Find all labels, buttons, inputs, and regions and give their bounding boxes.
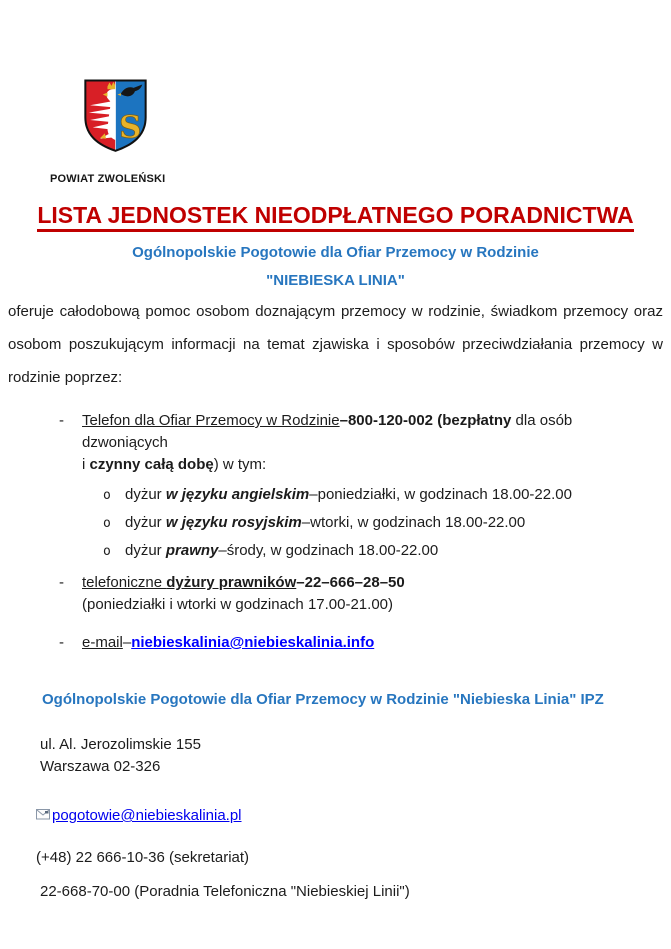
letter-s-glyph: S	[119, 109, 142, 146]
phone-secretariat: (+48) 22 666-10-36 (sekretariat)	[36, 849, 250, 866]
list-item-phone-line2: i czynny całą dobę) w tym:	[82, 456, 267, 473]
page-title-text: LISTA JEDNOSTEK NIEODPŁATNEGO PORADNICTWA	[37, 202, 633, 232]
list-item-lawyers	[0, 572, 671, 616]
crest-caption: POWIAT ZWOLEŃSKI	[50, 173, 166, 185]
circle-bullet-marker: o	[103, 544, 111, 559]
subtitle-niebieska-linia: "NIEBIESKA LINIA"	[266, 272, 405, 289]
list-item-phone	[0, 410, 671, 476]
powiat-zwolenski-crest-icon	[82, 78, 149, 154]
phone-helpline: 22-668-70-00 (Poradnia Telefoniczna "Niebieskiej Linii")	[40, 883, 410, 900]
envelope-icon	[36, 809, 50, 820]
intro-paragraph: oferuje całodobową pomoc osobom doznającym przemocy w rodzinie, świadkom przemocy oraz osobom poszukującym informacji na temat zjawiska i sposobów przeciwdziałania przemocy w rodzinie poprzez:	[8, 303, 663, 386]
subtitle-organization: Ogólnopolskie Pogotowie dla Ofiar Przemocy w Rodzinie	[132, 244, 539, 261]
sub-item-russian: o dyżur w języku rosyjskim–wtorki, w godzinach 18.00-22.00	[0, 512, 671, 534]
dash-bullet-marker: -	[59, 634, 64, 651]
list-item-phone-line1: Telefon dla Ofiar Przemocy w Rodzinie–800-120-002 (bezpłatny dla osób dzwoniących	[82, 412, 573, 451]
circle-bullet-marker: o	[103, 516, 111, 531]
address-block	[0, 734, 671, 778]
circle-bullet-marker: o	[103, 488, 111, 503]
email-link-pogotowie[interactable]: pogotowie@niebieskalinia.pl	[52, 807, 242, 824]
document-content	[0, 201, 671, 902]
list-item-lawyers-line2: (poniedziałki i wtorki w godzinach 17.00-21.00)	[82, 596, 394, 613]
address-street: ul. Al. Jerozolimskie 155	[40, 736, 201, 753]
email-link-niebieskalinia-info[interactable]: niebieskalinia@niebieskalinia.info	[131, 634, 375, 651]
sub-item-english: o dyżur w języku angielskim–poniedziałki, w godzinach 18.00-22.00	[0, 484, 671, 506]
list-item-email: - e-mail–niebieskalinia@niebieskalinia.info	[0, 632, 671, 654]
dash-bullet-marker: -	[59, 412, 64, 429]
email-row	[0, 806, 671, 826]
services-list	[0, 410, 671, 654]
dash-bullet-marker: -	[59, 574, 64, 591]
list-item-lawyers-line1: telefoniczne dyżury prawników–22–666–28–50	[82, 574, 405, 591]
organization-heading: Ogólnopolskie Pogotowie dla Ofiar Przemocy w Rodzinie "Niebieska Linia" IPZ	[42, 691, 604, 708]
address-city: Warszawa 02-326	[40, 758, 161, 775]
sub-item-legal: o dyżur prawny–środy, w godzinach 18.00-22.00	[0, 540, 671, 562]
page-title	[0, 201, 671, 229]
